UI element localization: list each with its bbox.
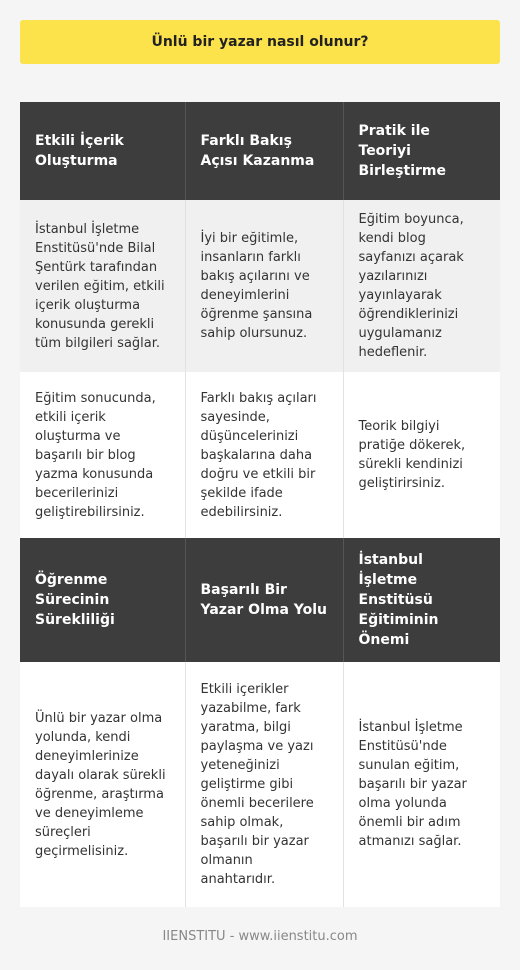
table-cell: Etkili içerikler yazabilme, fark yaratma, bilgi paylaşma ve yazı yeteneğinizi geliştirme gibi önemli becerilere sahip olmak, başarılı bir yazar olmanın anahtarıdır. bbox=[185, 662, 343, 907]
header-row bbox=[20, 538, 500, 662]
table-row bbox=[20, 662, 500, 907]
table-cell: Eğitim sonucunda, etkili içerik oluşturma ve başarılı bir blog yazma konusunda becerilerinizi geliştirebilirsiniz. bbox=[20, 372, 185, 538]
table-cell: Eğitim boyunca, kendi blog sayfanızı açarak yazılarınızı yayınlayarak öğrendiklerinizi uygulamanız hedeflenir. bbox=[343, 200, 500, 372]
title-banner bbox=[20, 20, 500, 64]
header-cell: Pratik ile Teoriyi Birleştirme bbox=[343, 102, 500, 200]
header-cell: Başarılı Bir Yazar Olma Yolu bbox=[185, 538, 343, 662]
header-cell: Etkili İçerik Oluşturma bbox=[20, 102, 185, 200]
footer-credit: IIENSTITU - www.iienstitu.com bbox=[162, 929, 358, 944]
header-cell: Farklı Bakış Açısı Kazanma bbox=[185, 102, 343, 200]
table-cell: İstanbul İşletme Enstitüsü'nde Bilal Şentürk tarafından verilen eğitim, etkili içerik oluşturma konusunda gerekli tüm bilgileri sağlar. bbox=[20, 200, 185, 372]
table-row bbox=[20, 372, 500, 538]
table-cell: İstanbul İşletme Enstitüsü'nde sunulan eğitim, başarılı bir yazar olma yolunda önemli bir adım atmanızı sağlar. bbox=[343, 662, 500, 907]
header-cell: İstanbul İşletme Enstitüsü Eğitiminin Önemi bbox=[343, 538, 500, 662]
header-row bbox=[20, 102, 500, 200]
table-cell: Teorik bilgiyi pratiğe dökerek, sürekli kendinizi geliştirirsiniz. bbox=[343, 372, 500, 538]
table-cell: Farklı bakış açıları sayesinde, düşüncelerinizi başkalarına daha doğru ve etkili bir şekilde ifade edebilirsiniz. bbox=[185, 372, 343, 538]
page-title: Ünlü bir yazar nasıl olunur? bbox=[151, 34, 369, 50]
table-cell: İyi bir eğitimle, insanların farklı bakış açılarını ve deneyimlerini öğrenme şansına sahip olursunuz. bbox=[185, 200, 343, 372]
info-grid bbox=[20, 102, 500, 907]
table-cell: Ünlü bir yazar olma yolunda, kendi deneyimlerinize dayalı olarak sürekli öğrenme, araştırma ve deneyimleme süreçleri geçirmelisiniz. bbox=[20, 662, 185, 907]
header-cell: Öğrenme Sürecinin Sürekliliği bbox=[20, 538, 185, 662]
table-row bbox=[20, 200, 500, 372]
